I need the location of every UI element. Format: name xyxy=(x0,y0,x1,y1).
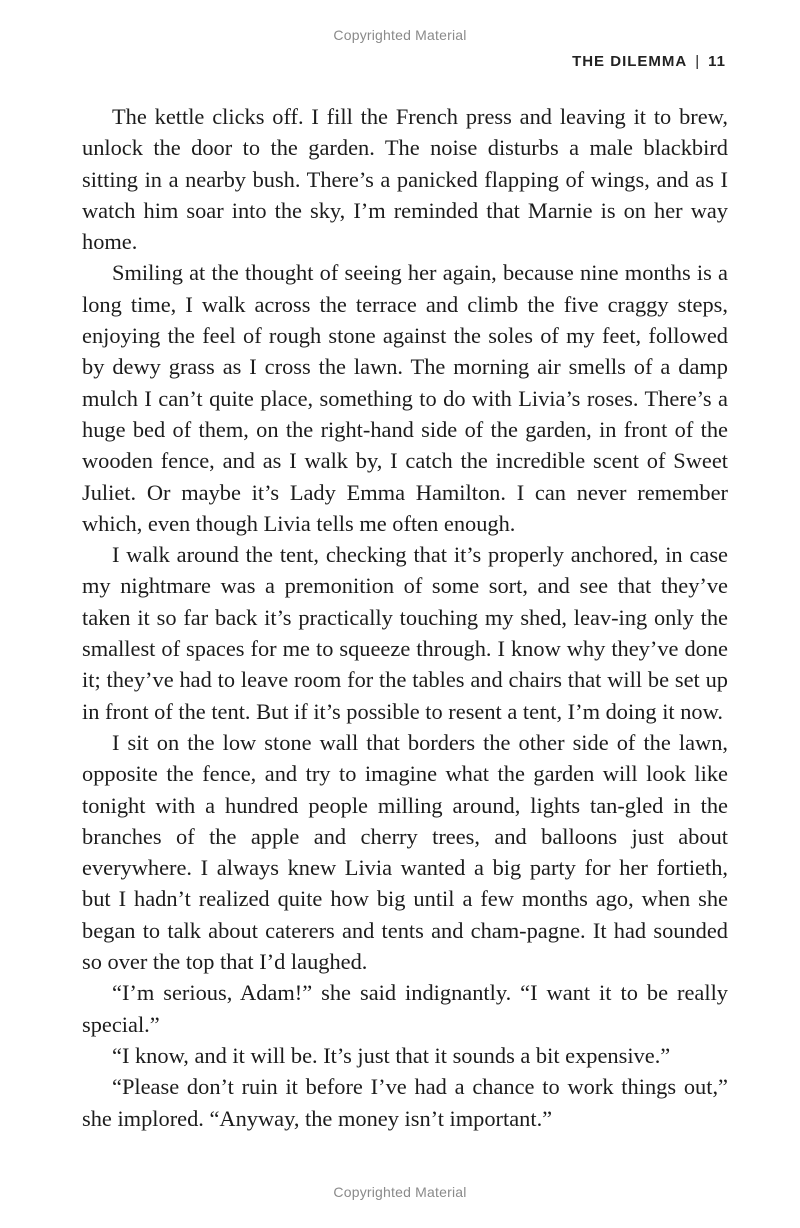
paragraph: “Please don’t ruin it before I’ve had a chance to work things out,” she implored. “Anyway, the money isn’t important.” xyxy=(82,1074,728,1131)
paragraph: I sit on the low stone wall that borders the other side of the lawn, opposite the fence, and try to imagine what the garden will look like tonight with a hundred people milling around, lights tan-gled in the branches of the apple and cherry trees, and balloons just about everywhere. I always knew Livia wanted a big party for her fortieth, but I hadn’t realized quite how big until a few months ago, when she began to talk about caterers and tents and cham-pagne. It had sounded so over the top that I’d laughed. xyxy=(82,729,728,975)
paragraph: Smiling at the thought of seeing her again, because nine months is a long time, I walk across the terrace and climb the five craggy steps, enjoying the feel of rough stone against the soles of my feet, followed by dewy grass as I cross the lawn. The morning air smells of a damp mulch I can’t quite place, something to do with Livia’s roses. There’s a huge bed of them, on the right-hand side of the garden, in front of the wooden fence, and as I walk by, I catch the incredible scent of Sweet Juliet. Or maybe it’s Lady Emma Hamilton. I can never remember which, even though Livia tells me often enough. xyxy=(82,260,728,536)
chapter-title: THE DILEMMA xyxy=(572,53,688,70)
paragraph: I walk around the tent, checking that it’s properly anchored, in case my nightmare was a premonition of some sort, and see that they’ve taken it so far back it’s practically touching my shed, leav-ing only the smallest of spaces for me to squeeze through. I know why they’ve done it; they’ve had to leave room for the tables and chairs that will be set up in front of the tent. But if it’s possible to resent a tent, I’m doing it now. xyxy=(82,542,728,724)
header-separator: | xyxy=(695,53,701,70)
page-body xyxy=(82,101,728,1134)
copyright-watermark-top: Copyrighted Material xyxy=(333,27,467,43)
copyright-watermark-bottom: Copyrighted Material xyxy=(333,1184,467,1200)
paragraph: “I’m serious, Adam!” she said indignantly. “I want it to be really special.” xyxy=(82,980,728,1037)
page-number: 11 xyxy=(708,53,726,70)
paragraph: “I know, and it will be. It’s just that it sounds a bit expensive.” xyxy=(112,1042,671,1068)
paragraph: The kettle clicks off. I fill the French press and leaving it to brew, unlock the door to the garden. The noise disturbs a male blackbird sitting in a nearby bush. There’s a panicked flapping of wings, and as I watch him soar into the sky, I’m reminded that Marnie is on her way home. xyxy=(82,104,728,255)
running-header xyxy=(572,53,726,70)
